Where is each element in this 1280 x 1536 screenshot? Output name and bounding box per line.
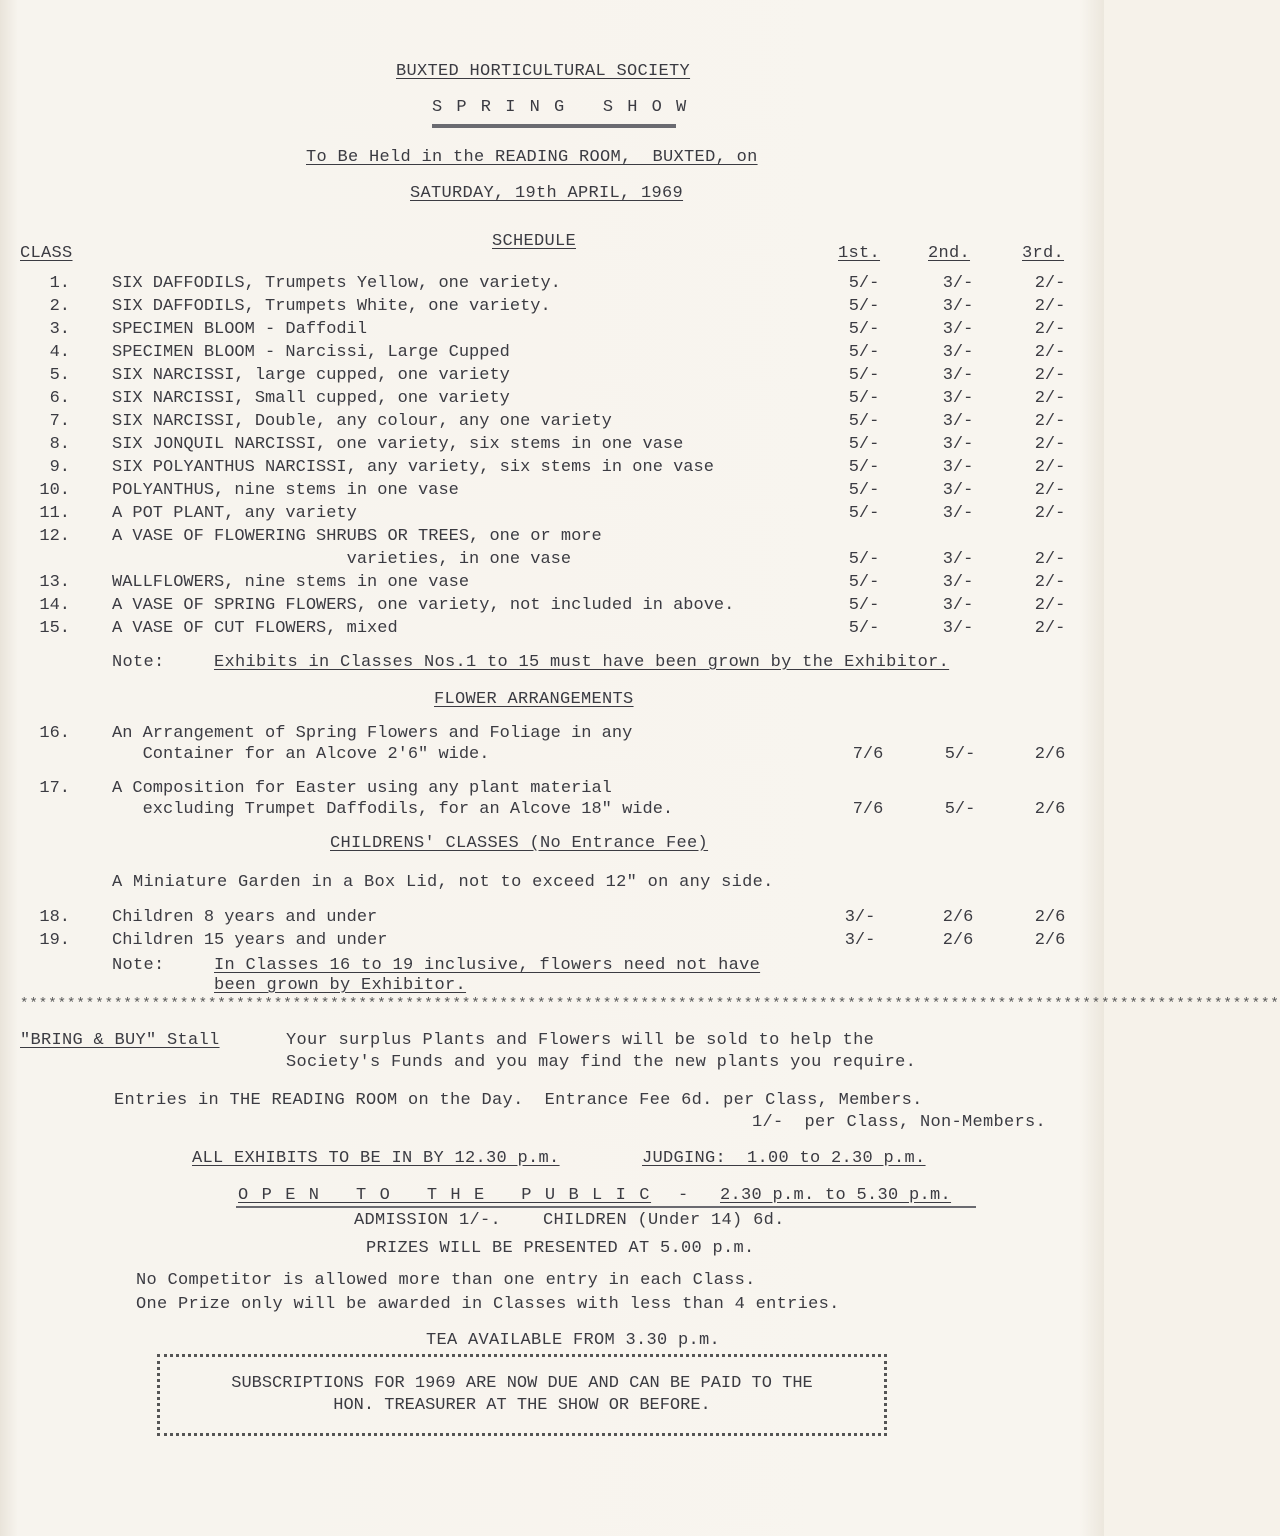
class-number: 2. xyxy=(49,297,70,316)
third-prize: 2/6 xyxy=(1034,931,1066,950)
bring-buy-line2: Society's Funds and you may find the new plants you require. xyxy=(286,1053,917,1072)
class-description: SIX POLYANTHUS NARCISSI, any variety, six stems in one vase xyxy=(112,458,714,477)
third-prize: 2/- xyxy=(1034,504,1066,523)
class-number: 9. xyxy=(49,458,70,477)
show-title-underline xyxy=(432,124,676,128)
second-prize: 3/- xyxy=(942,297,974,316)
class-description: SIX NARCISSI, large cupped, one variety xyxy=(112,366,510,385)
second-prize: 2/6 xyxy=(942,908,974,927)
childrens-note-line2: been grown by Exhibitor. xyxy=(214,976,467,995)
open-times: 2.30 p.m. to 5.30 p.m. xyxy=(720,1186,952,1205)
third-prize: 2/- xyxy=(1034,550,1066,569)
subscriptions-box xyxy=(157,1354,887,1436)
second-prize: 3/- xyxy=(942,619,974,638)
subscriptions-line2: HON. TREASURER AT THE SHOW OR BEFORE. xyxy=(333,1396,711,1415)
second-prize: 3/- xyxy=(942,320,974,339)
class-number: 10. xyxy=(39,481,70,500)
second-prize: 3/- xyxy=(942,596,974,615)
class-description: Children 8 years and under xyxy=(112,908,378,927)
first-prize: 5/- xyxy=(848,596,880,615)
bring-buy-line1: Your surplus Plants and Flowers will be sold to help the xyxy=(286,1031,875,1050)
star-divider: ************************************************************************************************************************************** xyxy=(20,996,1280,1012)
open-dash: - xyxy=(678,1186,689,1205)
class-description: POLYANTHUS, nine stems in one vase xyxy=(112,481,459,500)
class-number: 13. xyxy=(39,573,70,592)
third-prize: 2/- xyxy=(1034,435,1066,454)
second-prize: 3/- xyxy=(942,550,974,569)
third-prize-header: 3rd. xyxy=(1022,244,1065,263)
first-prize: 5/- xyxy=(848,389,880,408)
class-description: SPECIMEN BLOOM - Daffodil xyxy=(112,320,368,339)
prizes-presented: PRIZES WILL BE PRESENTED AT 5.00 p.m. xyxy=(366,1239,755,1258)
third-prize: 2/- xyxy=(1034,596,1066,615)
admission: ADMISSION 1/-. CHILDREN (Under 14) 6d. xyxy=(354,1211,785,1230)
class-description: A VASE OF FLOWERING SHRUBS OR TREES, one or more xyxy=(112,527,602,546)
third-prize: 2/- xyxy=(1034,343,1066,362)
third-prize: 2/- xyxy=(1034,412,1066,431)
class-number: 5. xyxy=(49,366,70,385)
second-prize: 3/- xyxy=(942,435,974,454)
childrens-title: CHILDRENS' CLASSES (No Entrance Fee) xyxy=(330,834,709,853)
class-number: 16. xyxy=(39,724,70,743)
arrangements-title: FLOWER ARRANGEMENTS xyxy=(434,690,634,709)
class-number: 7. xyxy=(49,412,70,431)
first-prize: 5/- xyxy=(848,366,880,385)
second-prize: 2/6 xyxy=(942,931,974,950)
class-description: SIX NARCISSI, Double, any colour, any one variety xyxy=(112,412,612,431)
first-prize: 5/- xyxy=(848,458,880,477)
class-description: Children 15 years and under xyxy=(112,931,388,950)
class-description: SIX DAFFODILS, Trumpets Yellow, one variety. xyxy=(112,274,561,293)
third-prize: 2/- xyxy=(1034,573,1066,592)
first-prize: 7/6 xyxy=(852,745,884,764)
third-prize: 2/- xyxy=(1034,366,1066,385)
first-prize: 5/- xyxy=(848,550,880,569)
second-prize: 3/- xyxy=(942,504,974,523)
date-line: SATURDAY, 19th APRIL, 1969 xyxy=(410,184,684,203)
class-description-continued: excluding Trumpet Daffodils, for an Alcove 18" wide. xyxy=(112,800,674,819)
class-number: 3. xyxy=(49,320,70,339)
class-description: A VASE OF SPRING FLOWERS, one variety, not included in above. xyxy=(112,596,735,615)
entries-line2: 1/- per Class, Non-Members. xyxy=(752,1113,1047,1132)
subscriptions-line1: SUBSCRIPTIONS FOR 1969 ARE NOW DUE AND CAN BE PAID TO THE xyxy=(231,1374,813,1393)
schedule-note-text: Exhibits in Classes Nos.1 to 15 must have been grown by the Exhibitor. xyxy=(214,653,950,672)
first-prize: 3/- xyxy=(844,931,876,950)
third-prize: 2/- xyxy=(1034,389,1066,408)
first-prize: 5/- xyxy=(848,504,880,523)
class-description: SIX JONQUIL NARCISSI, one variety, six stems in one vase xyxy=(112,435,684,454)
second-prize: 3/- xyxy=(942,573,974,592)
first-prize: 7/6 xyxy=(852,800,884,819)
second-prize: 3/- xyxy=(942,366,974,385)
judging-times: JUDGING: 1.00 to 2.30 p.m. xyxy=(642,1149,926,1168)
third-prize: 2/6 xyxy=(1034,908,1066,927)
class-description: A Composition for Easter using any plant material xyxy=(112,779,612,798)
second-prize: 3/- xyxy=(942,389,974,408)
class-number: 12. xyxy=(39,527,70,546)
first-prize: 5/- xyxy=(848,573,880,592)
class-description: SIX DAFFODILS, Trumpets White, one variety. xyxy=(112,297,551,316)
class-description: A VASE OF CUT FLOWERS, mixed xyxy=(112,619,398,638)
society-title: BUXTED HORTICULTURAL SOCIETY xyxy=(396,62,691,81)
first-prize: 5/- xyxy=(848,343,880,362)
bring-buy-label: "BRING & BUY" Stall xyxy=(20,1031,220,1050)
class-description: WALLFLOWERS, nine stems in one vase xyxy=(112,573,470,592)
class-number: 19. xyxy=(39,931,70,950)
second-prize: 5/- xyxy=(944,745,976,764)
childrens-note-label: Note: xyxy=(112,956,165,975)
class-number: 11. xyxy=(39,504,70,523)
second-prize: 3/- xyxy=(942,412,974,431)
entries-line1: Entries in THE READING ROOM on the Day. Entrance Fee 6d. per Class, Members. xyxy=(114,1091,923,1110)
third-prize: 2/- xyxy=(1034,274,1066,293)
class-column-label: CLASS xyxy=(20,244,73,263)
first-prize-header: 1st. xyxy=(838,244,881,263)
first-prize: 5/- xyxy=(848,481,880,500)
first-prize: 5/- xyxy=(848,297,880,316)
second-prize: 3/- xyxy=(942,481,974,500)
third-prize: 2/- xyxy=(1034,481,1066,500)
third-prize: 2/- xyxy=(1034,320,1066,339)
first-prize: 3/- xyxy=(844,908,876,927)
class-number: 6. xyxy=(49,389,70,408)
class-description: An Arrangement of Spring Flowers and Foliage in any xyxy=(112,724,633,743)
open-to-public: O P E N T O T H E P U B L I C xyxy=(238,1186,652,1205)
third-prize: 2/- xyxy=(1034,297,1066,316)
childrens-intro: A Miniature Garden in a Box Lid, not to exceed 12" on any side. xyxy=(112,873,774,892)
class-number: 1. xyxy=(49,274,70,293)
class-description: SPECIMEN BLOOM - Narcissi, Large Cupped xyxy=(112,343,510,362)
tea-available: TEA AVAILABLE FROM 3.30 p.m. xyxy=(426,1331,721,1350)
childrens-note-line1: In Classes 16 to 19 inclusive, flowers need not have xyxy=(214,956,761,975)
second-prize: 3/- xyxy=(942,458,974,477)
rule-one-entry: No Competitor is allowed more than one entry in each Class. xyxy=(136,1271,756,1290)
first-prize: 5/- xyxy=(848,619,880,638)
schedule-title: SCHEDULE xyxy=(492,232,577,251)
third-prize: 2/- xyxy=(1034,458,1066,477)
class-description: SIX NARCISSI, Small cupped, one variety xyxy=(112,389,510,408)
first-prize: 5/- xyxy=(848,435,880,454)
class-description: A POT PLANT, any variety xyxy=(112,504,357,523)
class-description-continued: varieties, in one vase xyxy=(112,550,572,569)
second-prize: 3/- xyxy=(942,343,974,362)
second-prize: 3/- xyxy=(942,274,974,293)
class-number: 15. xyxy=(39,619,70,638)
first-prize: 5/- xyxy=(848,412,880,431)
class-description-continued: Container for an Alcove 2'6" wide. xyxy=(112,745,490,764)
class-number: 18. xyxy=(39,908,70,927)
first-prize: 5/- xyxy=(848,320,880,339)
third-prize: 2/- xyxy=(1034,619,1066,638)
class-number: 14. xyxy=(39,596,70,615)
venue-line: To Be Held in the READING ROOM, BUXTED, on xyxy=(306,148,758,167)
first-prize: 5/- xyxy=(848,274,880,293)
class-number: 8. xyxy=(49,435,70,454)
rule-one-prize: One Prize only will be awarded in Classes with less than 4 entries. xyxy=(136,1295,840,1314)
second-prize-header: 2nd. xyxy=(928,244,971,263)
open-underline xyxy=(236,1206,976,1208)
second-prize: 5/- xyxy=(944,800,976,819)
show-title: S P R I N G S H O W xyxy=(432,98,689,117)
third-prize: 2/6 xyxy=(1034,800,1066,819)
class-number: 4. xyxy=(49,343,70,362)
exhibits-deadline: ALL EXHIBITS TO BE IN BY 12.30 p.m. xyxy=(192,1149,560,1168)
class-number: 17. xyxy=(39,779,70,798)
third-prize: 2/6 xyxy=(1034,745,1066,764)
schedule-note-label: Note: xyxy=(112,653,165,672)
